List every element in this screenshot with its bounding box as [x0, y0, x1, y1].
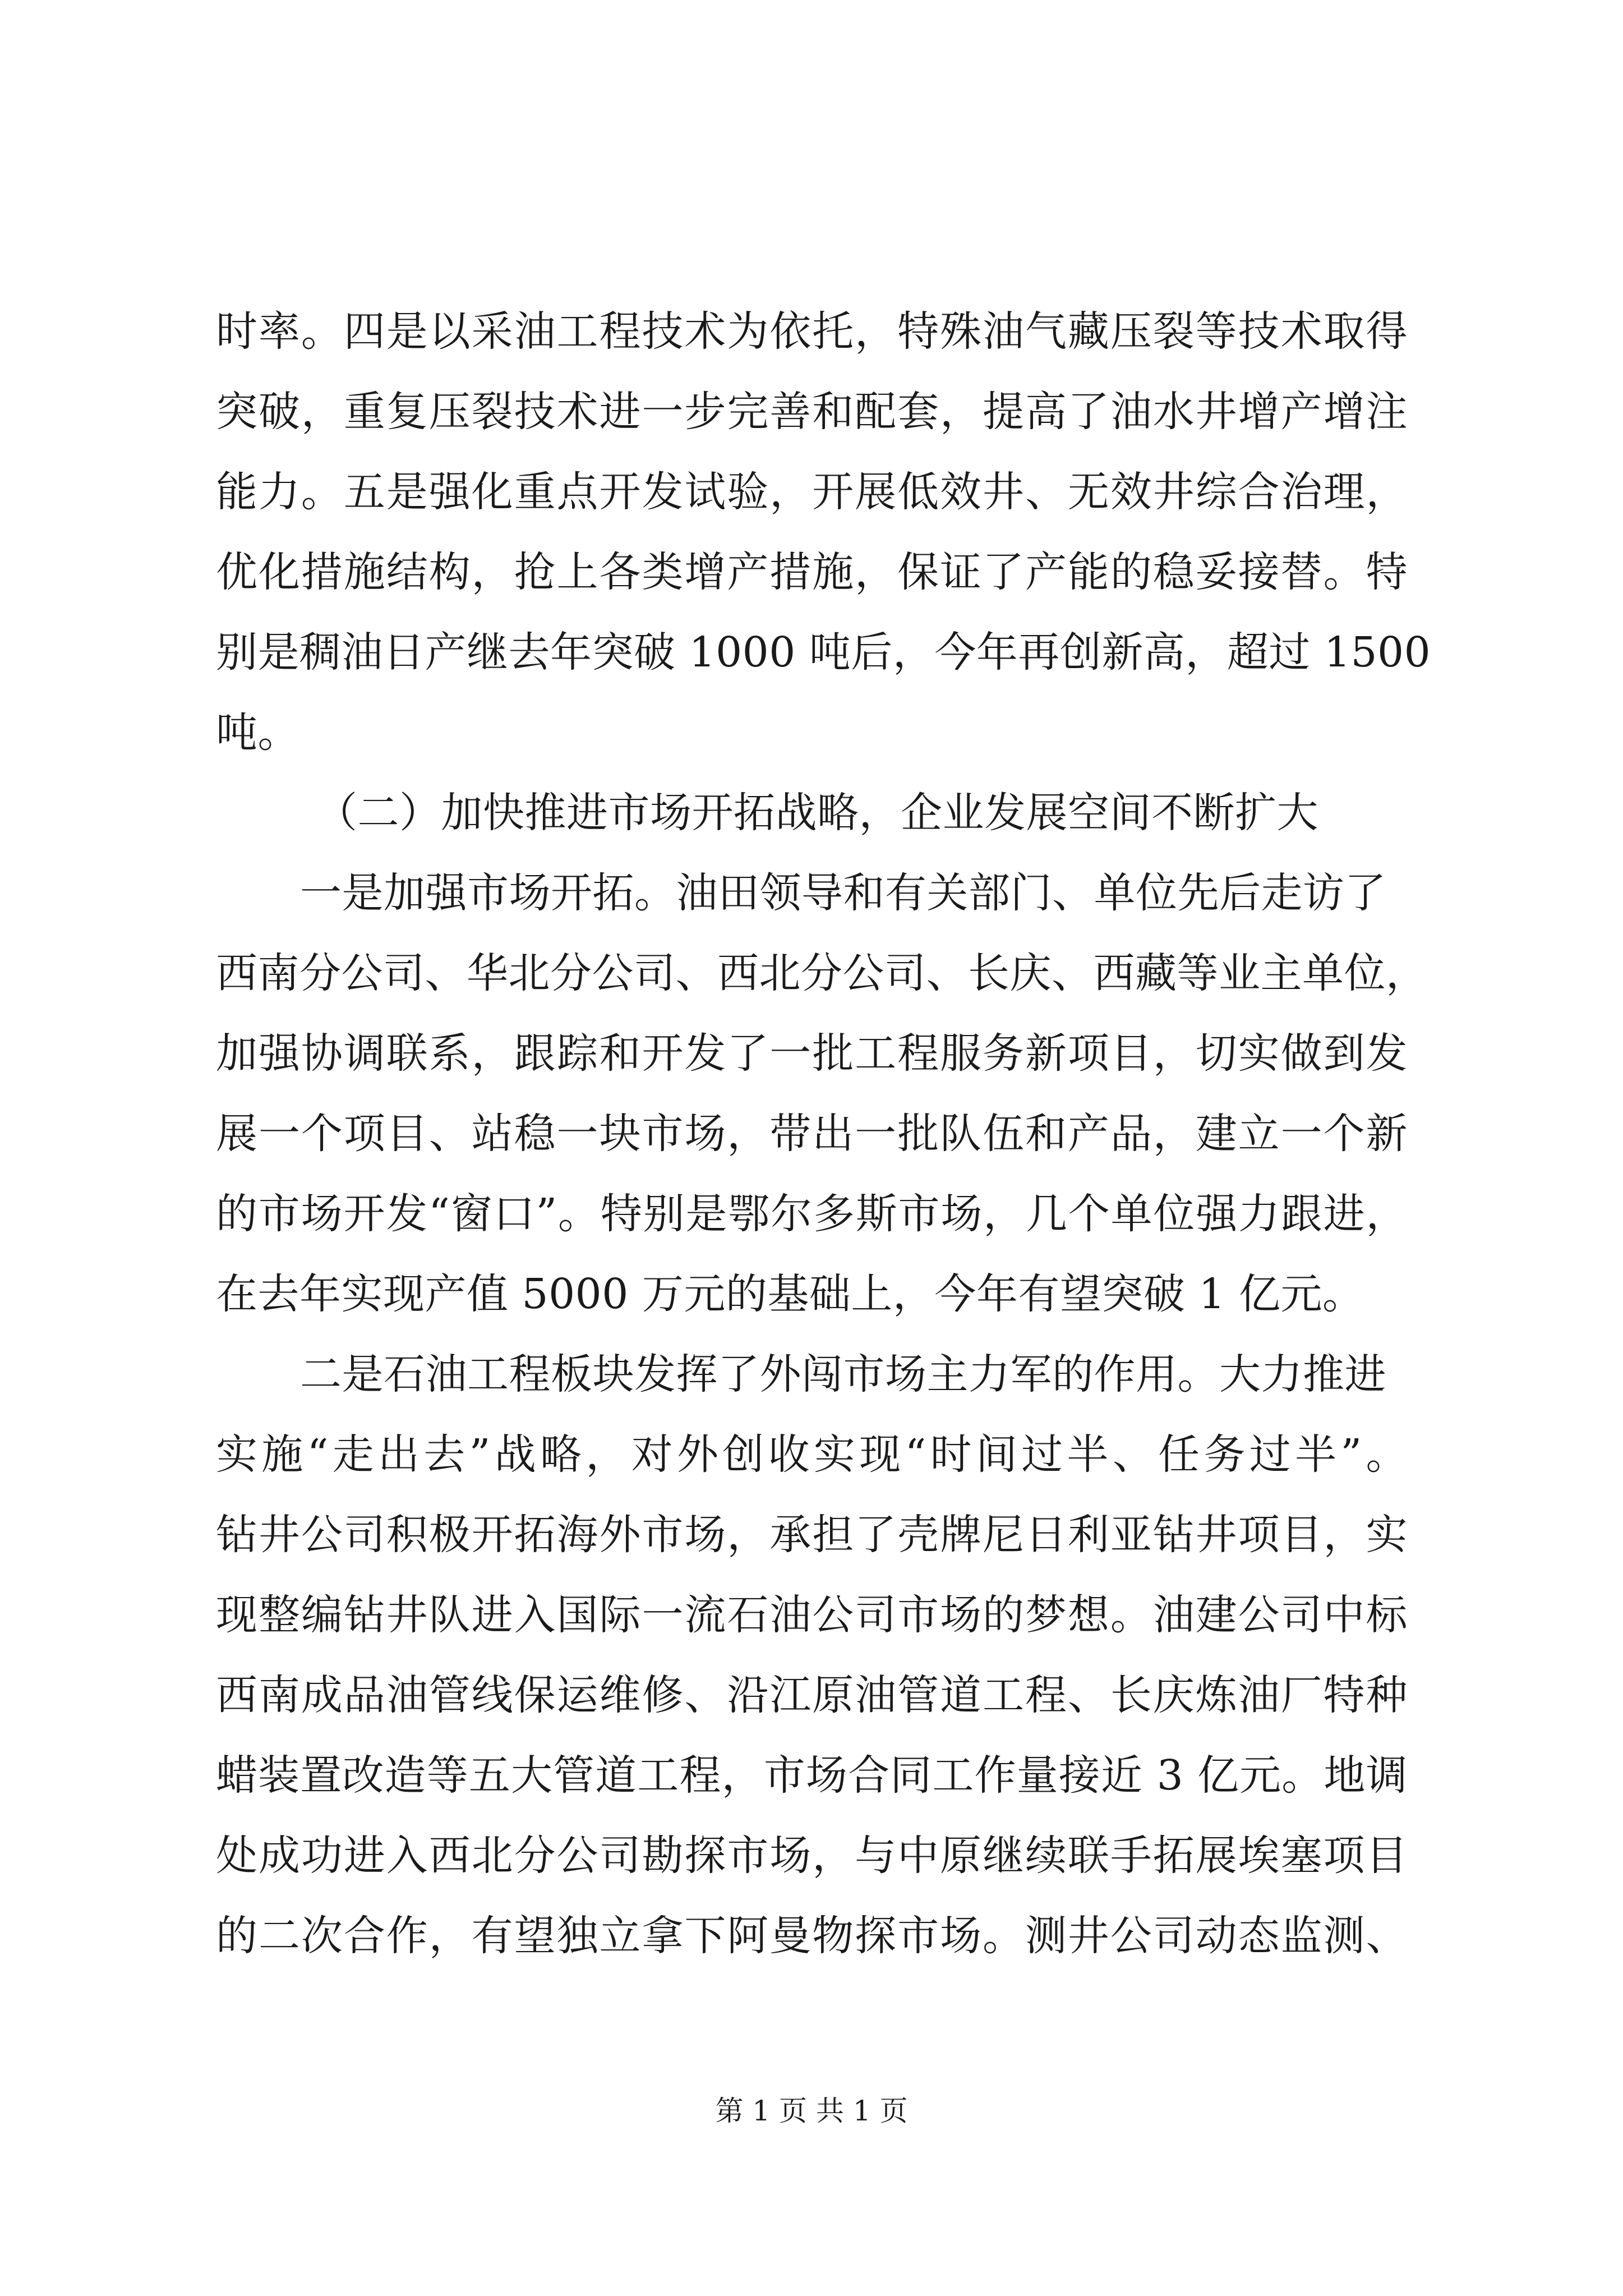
- paragraph-line: 能力。五是强化重点开发试验，开展低效井、无效井综合治理，: [216, 468, 1408, 516]
- paragraph-line: 加强协调联系，跟踪和开发了一批工程服务新项目，切实做到发: [216, 1029, 1408, 1078]
- section-heading: （二）加快推进市场开拓战略，企业发展空间不断扩大: [316, 789, 1318, 837]
- paragraph-line: 实施“走出去”战略，对外创收实现“时间过半、任务过半”。: [216, 1430, 1408, 1479]
- paragraph-line: 的市场开发“窗口”。特别是鄂尔多斯市场，几个单位强力跟进，: [216, 1190, 1408, 1238]
- paragraph-line: 的二次合作，有望独立拿下阿曼物探市场。测井公司动态监测、: [216, 1912, 1408, 1960]
- paragraph-line: 西南分公司、华北分公司、西北分公司、长庆、西藏等业主单位，: [216, 949, 1428, 997]
- paragraph-line: 别是稠油日产继去年突破 1000 吨后，今年再创新高，超过 1500: [216, 628, 1431, 677]
- paragraph-line: 西南成品油管线保运维修、沿江原油管道工程、长庆炼油厂特种: [216, 1671, 1408, 1719]
- paragraph-line: 优化措施结构，抢上各类增产措施，保证了产能的稳妥接替。特: [216, 548, 1408, 596]
- paragraph-line: 在去年实现产值 5000 万元的基础上，今年有望突破 1 亿元。: [216, 1270, 1364, 1318]
- paragraph-line: 二是石油工程板块发挥了外闯市场主力军的作用。大力推进: [300, 1350, 1386, 1398]
- paragraph-line: 现整编钻井队进入国际一流石油公司市场的梦想。油建公司中标: [216, 1591, 1408, 1639]
- page-footer: [0, 2094, 1623, 2128]
- paragraph-line: 处成功进入西北分公司勘探市场，与中原继续联手拓展埃塞项目: [216, 1832, 1408, 1880]
- paragraph-line: 时率。四是以采油工程技术为依托，特殊油气藏压裂等技术取得: [216, 307, 1408, 356]
- paragraph-line: 蜡装置改造等五大管道工程，市场合同工作量接近 3 亿元。地调: [216, 1751, 1408, 1800]
- page-number-label: 第 1 页 共 1 页: [715, 2095, 908, 2127]
- paragraph-line: 吨。: [216, 708, 299, 757]
- paragraph-line: 展一个项目、站稳一块市场，带出一批队伍和产品，建立一个新: [216, 1110, 1408, 1158]
- paragraph-line: 突破，重复压裂技术进一步完善和配套，提高了油水井增产增注: [216, 388, 1408, 436]
- document-body: [216, 292, 1431, 1976]
- paragraph-line: 钻井公司积极开拓海外市场，承担了壳牌尼日利亚钻井项目，实: [216, 1511, 1408, 1559]
- paragraph-line: 一是加强市场开拓。油田领导和有关部门、单位先后走访了: [300, 869, 1386, 917]
